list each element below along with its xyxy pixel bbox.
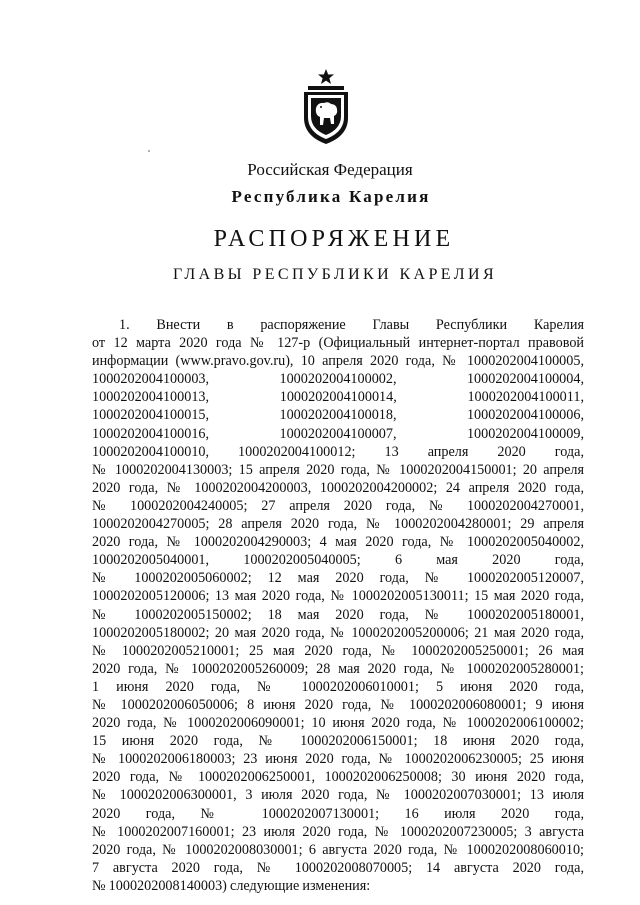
body-line: № 1000202004240005; 27 апреля 2020 года, № 1000202004270001, (92, 497, 584, 514)
body-line: № 1000202004130003; 15 апреля 2020 года, № 1000202004150001; 20 апреля (92, 461, 584, 478)
body-line: 1000202004100015, 1000202004100018, 1000202004100006, (92, 407, 584, 424)
body-line: № 1000202007160001; 23 июля 2020 года, № 1000202007230005; 3 августа (92, 823, 584, 840)
body-line: 2020 года, № 1000202006090001; 10 июня 2020 года, № 1000202006100002; (92, 715, 584, 732)
body-line: 15 июня 2020 года, № 1000202006150001; 18 июня 2020 года, (92, 733, 584, 750)
scan-artifact (148, 150, 150, 152)
body-line: № 1000202005150002; 18 мая 2020 года, № 1000202005180001, (92, 606, 584, 623)
body-line: 2020 года, № 1000202004200003, 1000202004200002; 24 апреля 2020 года, (92, 479, 584, 496)
body-line: информации (www.pravo.gov.ru), 10 апреля 2020 года, № 1000202004100005, (92, 353, 584, 370)
paragraph-1 (92, 316, 584, 895)
body-line: № 1000202005210001; 25 мая 2020 года, № 1000202005250001; 26 мая (92, 642, 584, 659)
body-line: 1 июня 2020 года, № 1000202006010001; 5 июня 2020 года, (92, 678, 584, 695)
document-issuer: ГЛАВЫ РЕСПУБЛИКИ КАРЕЛИЯ (172, 266, 498, 283)
country-name: Российская Федерация (247, 160, 413, 179)
body-line: 2020 года, № 1000202008030001; 6 августа 2020 года, № 1000202008060010; (92, 841, 584, 858)
republic-name: Республика Карелия (231, 187, 431, 206)
body-line: № 1000202006300001, 3 июля 2020 года, № 1000202007030001; 13 июля (92, 787, 584, 804)
body-line: 7 августа 2020 года, № 1000202008070005; 14 августа 2020 года, (92, 859, 584, 876)
body-line: № 1000202006050006; 8 июня 2020 года, № 1000202006080001; 9 июня (92, 696, 584, 713)
body-line: № 1000202005060002; 12 мая 2020 года, № 1000202005120007, (92, 570, 584, 587)
body-line: 1000202004100016, 1000202004100007, 1000202004100009, (92, 425, 584, 442)
body-line: 1000202005040001, 1000202005040005; 6 мая 2020 года, (92, 552, 584, 569)
body-line: 1. Внести в распоряжение Главы Республики Карелия (119, 317, 584, 333)
body-line: 1000202004100010, 1000202004100012; 13 апреля 2020 года, (92, 443, 584, 460)
body-line: 1000202004100003, 1000202004100002, 1000202004100004, (92, 371, 584, 388)
body-line: № 1000202008140003) следующие изменения: (92, 877, 371, 894)
body-line: 2020 года, № 1000202007130001; 16 июля 2020 года, (92, 805, 584, 822)
body-line: № 1000202006180003; 23 июня 2020 года, № 1000202006230005; 25 июня (92, 751, 584, 768)
body-line: 2020 года, № 1000202005260009; 28 мая 2020 года, № 1000202005280001; (92, 660, 584, 677)
document-type-title: РАСПОРЯЖЕНИЕ (213, 226, 455, 252)
body-line: 1000202004100013, 1000202004100014, 1000202004100011, (92, 389, 584, 406)
body-line: 1000202004270005; 28 апреля 2020 года, № 1000202004280001; 29 апреля (92, 516, 584, 533)
body-line: 2020 года, № 1000202006250001, 1000202006250008; 30 июня 2020 года, (92, 769, 584, 786)
karelia-coat-of-arms-icon (298, 68, 354, 146)
body-line: от 12 марта 2020 года № 127-р (Официальный интернет-портал правовой (92, 335, 584, 352)
body-line: 2020 года, № 1000202004290003; 4 мая 2020 года, № 1000202005040002, (92, 534, 584, 551)
body-line: 1000202005120006; 13 мая 2020 года, № 1000202005130011; 15 мая 2020 года, (92, 588, 584, 605)
body-line: 1000202005180002; 20 мая 2020 года, № 1000202005200006; 21 мая 2020 года, (92, 624, 584, 641)
